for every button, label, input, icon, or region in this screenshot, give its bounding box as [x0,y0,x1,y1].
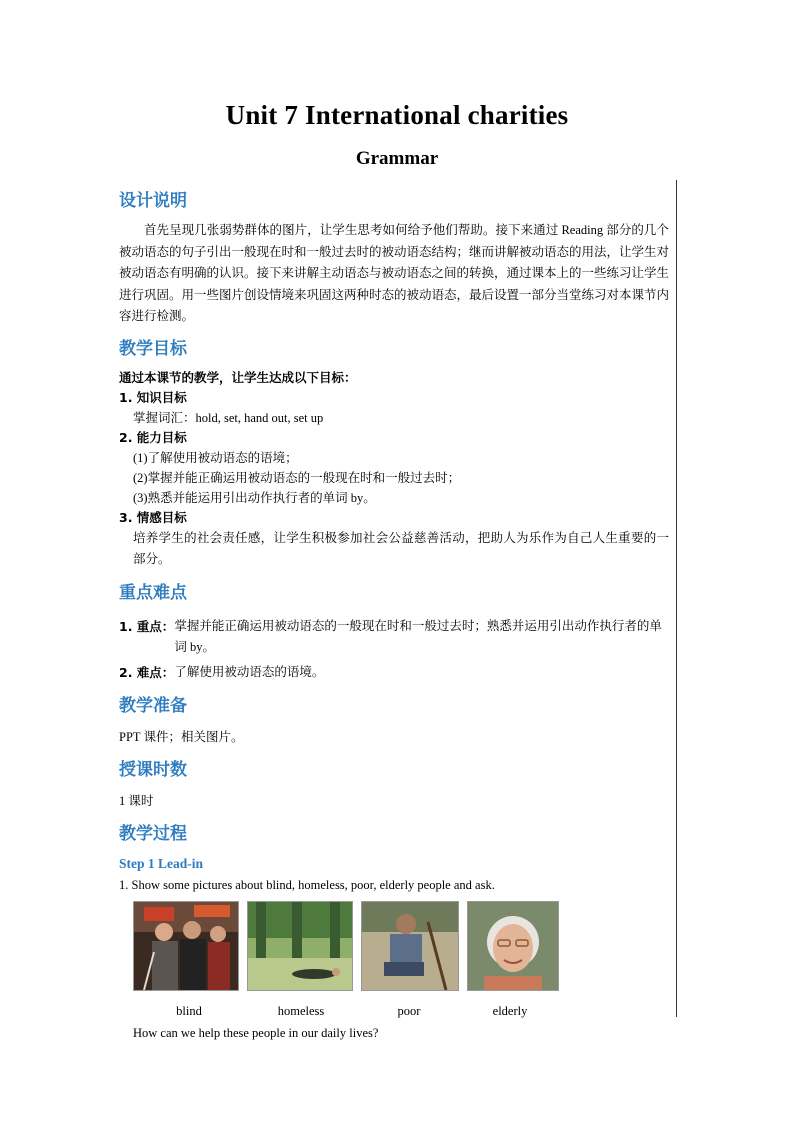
homeless-person-photo [247,901,353,991]
step-heading: Step 1 Lead-in [119,855,204,871]
ability-goal-item: (1)了解使用被动语态的语境； [133,450,298,465]
key-point-text: 掌握并能正确运用被动语态的一般现在时和一般过去时；熟悉并运用引出动作执行者的单词 by。 [174,618,662,654]
caption-homeless: homeless [277,1003,325,1018]
knowledge-goal-heading: 1. 知识目标 [119,389,187,405]
blind-people-photo [133,901,239,991]
ability-goal-item: (2)掌握并能正确运用被动语态的一般现在时和一般过去时； [133,470,461,485]
page-title: Unit 7 International charities [225,100,569,130]
section-heading-design: 设计说明 [119,191,187,211]
difficulty-text: 了解使用被动语态的语境。 [174,664,325,679]
knowledge-goal-text: 掌握词汇：hold, set, hand out, set up [133,410,324,425]
section-heading-process: 教学过程 [119,823,187,844]
difficulty-label: 2. 难点： [119,664,175,680]
emotion-goal-text: 培养学生的社会责任感，让学生积极参加社会公益慈善活动，把助人为乐作为自己人生重要的一部分。 [133,530,669,566]
ability-goal-item: (3)熟悉并能运用引出动作执行者的单词 by。 [133,490,376,505]
goals-intro: 通过本课节的教学，让学生达成以下目标： [119,369,357,385]
step-instruction: 1. Show some pictures about blind, homeless, poor, elderly people and ask. [119,877,495,892]
lesson-content [119,186,669,1043]
class-hours-text: 1 课时 [119,793,154,808]
key-point-item [119,616,669,658]
margin-rule [676,180,677,1017]
elderly-woman-photo [467,901,559,991]
difficulty-item [119,662,669,683]
page-subtitle: Grammar [355,148,439,169]
preparation-text: PPT 课件；相关图片。 [119,729,244,744]
ability-goal-heading: 2. 能力目标 [119,429,187,445]
key-point-label: 1. 重点： [119,618,175,634]
emotion-goal-heading: 3. 情感目标 [119,509,187,525]
caption-elderly: elderly [492,1003,528,1018]
poor-elderly-woman-photo [361,901,459,991]
photo-row [119,901,669,991]
photo-captions [119,1001,669,1021]
section-heading-goals: 教学目标 [119,338,187,359]
section-heading-class-hours: 授课时数 [119,759,187,780]
design-paragraph: 首先呈现几张弱势群体的图片，让学生思考如何给予他们帮助。接下来通过 Reading 部分的几个被动语态的句子引出一般现在时和一般过去时的被动语态结构；继而讲解被动语态的用法，让学生对被动语态有明确的认识。接下来讲解主动语态与被动语态之间的转换，通过课本上的一些练习让学生进行巩固。用一些图片创设情境来巩固这两种时态的被动语态，最后设置一部分当堂练习对本课节内容进行检测。 [119,223,670,323]
caption-poor: poor [397,1003,421,1018]
caption-blind: blind [176,1003,202,1018]
section-heading-preparation: 教学准备 [119,695,187,716]
lead-in-question: How can we help these people in our daily lives? [133,1025,379,1040]
section-heading-key-points: 重点难点 [119,582,187,603]
